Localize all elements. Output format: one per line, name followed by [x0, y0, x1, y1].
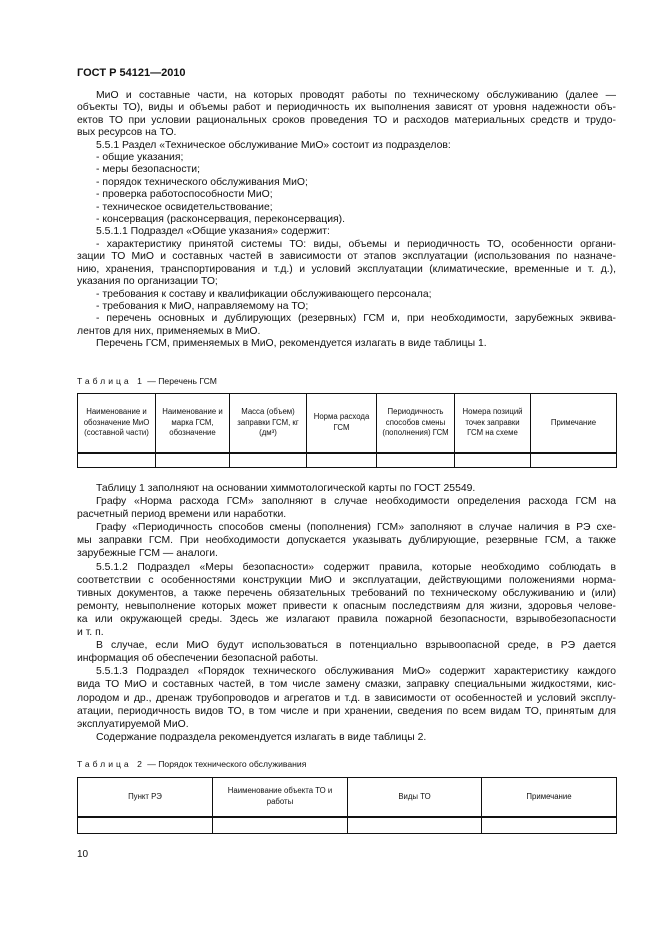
text-line: 5.5.1.1 Подраздел «Общие указания» содержит:	[96, 226, 330, 238]
table2-header-row	[78, 778, 617, 817]
text-line: - проверка работоспособности МиО;	[96, 189, 273, 201]
text-line: зарубежные ГСМ — аналоги.	[77, 548, 218, 560]
text-line: ремонту, невыполнение которых может привести к опасным последствиям для жизни, здоровья челове-	[77, 600, 616, 612]
text-line: Таблицу 1 заполняют на основании химмотологической карты по ГОСТ 25549.	[96, 483, 476, 494]
table-cell	[455, 453, 531, 468]
text-line: лентов для них, применяемых в МиО.	[77, 325, 261, 337]
table-cell	[78, 453, 156, 468]
text-line: информация об обеспечении безопасной работы.	[77, 653, 319, 665]
table-cell	[377, 453, 455, 468]
text-line: нию, хранения, транспортирования и т.д.) и условий эксплуатации (климатические, временные и т. д.),	[77, 263, 616, 275]
text-line: В случае, если МиО будут использоваться в потенциально взрывоопасной среде, в РЭ дается	[96, 640, 616, 652]
table1-header-cell: Примечание	[531, 394, 617, 453]
text-line: 5.5.1 Раздел «Техническое обслуживание МиО» состоит из подразделов:	[96, 139, 451, 151]
table-cell	[230, 453, 307, 468]
table1-header-cell: Номера позиций точек заправки ГСМ на схеме	[455, 394, 531, 453]
table1-header-row	[78, 394, 617, 453]
table2-caption	[77, 759, 306, 769]
text-block-2	[77, 482, 616, 744]
table2-caption-prefix: Таблица 2	[77, 759, 145, 769]
text-block-1	[77, 90, 616, 351]
text-line: расчетный период времени или наработки.	[77, 509, 287, 521]
table-cell	[307, 453, 377, 468]
table-cell	[348, 817, 482, 834]
page-number: 10	[77, 849, 89, 860]
table2-caption-title: — Порядок технического обслуживания	[144, 759, 307, 769]
text-line: Графу «Периодичность способов смены (пополнения) ГСМ» заполняют в случае наличия в РЭ схе-	[96, 522, 616, 534]
text-line: МиО и составные части, на которых проводят работы по техническому обслуживанию (далее —	[96, 90, 616, 101]
text-line: Графу «Норма расхода ГСМ» заполняют в случае необходимости определения расхода ГСМ на	[96, 496, 616, 508]
text-line: вида ТО МиО и составных частей, в том числе замену смазки, заправку специальными жидкостями, кис-	[77, 679, 616, 691]
text-line: - перечень основных и дублирующих (резервных) ГСМ и, при необходимости, зарубежных эквива-	[96, 313, 616, 325]
text-line: - меры безопасности;	[96, 164, 200, 176]
table-cell	[213, 817, 348, 834]
text-line: вых ресурсов на ТО.	[77, 127, 177, 139]
text-line: - общие указания;	[96, 152, 184, 164]
table2-header-cell: Виды ТО	[348, 778, 482, 817]
text-line: - техническое освидетельствование;	[96, 201, 273, 213]
text-line: лородом и др., дренаж трубопроводов и агрегатов и т.д. в зависимости от особенностей и условий эксплу-	[77, 692, 616, 704]
text-line: 5.5.1.2 Подраздел «Меры безопасности» содержит правила, которые необходимо соблюдать в	[96, 561, 616, 573]
text-line: ка или окружающей среды. Здесь же излагают правила пожарной безопасности, взрывобезопасности	[77, 613, 616, 625]
text-line: тивных документов, а также перечень обязательных требований по техническому обслуживанию и (или)	[77, 587, 616, 599]
text-line: Перечень ГСМ, применяемых в МиО, рекомендуется излагать в виде таблицы 1.	[96, 338, 487, 350]
text-line: указания по организации ТО;	[77, 276, 218, 288]
table1-header-cell: Наименование и обозначение МиО (составной части)	[78, 394, 156, 453]
table1-header-cell: Норма расхода ГСМ	[307, 394, 377, 453]
text-line: мы заправки ГСМ. При необходимости допускается указывать дублирующие, резервные ГСМ, а также	[77, 535, 616, 547]
text-line: зации ТО МиО и составных частей в зависимости от этапов эксплуатации (использования по назначе-	[77, 251, 616, 263]
table2-header-cell: Наименование объекта ТО и работы	[213, 778, 348, 817]
table1-empty-row	[78, 453, 617, 468]
table2-header-cell: Примечание	[482, 778, 617, 817]
text-line: - характеристику принятой системы ТО: виды, объемы и периодичность ТО, особенности органи-	[96, 238, 616, 250]
table-1	[77, 393, 617, 468]
table-cell	[156, 453, 230, 468]
document-header: ГОСТ Р 54121—2010	[77, 67, 186, 79]
text-line: - требования к МиО, направляемому на ТО;	[96, 300, 309, 312]
text-line: Содержание подраздела рекомендуется излагать в виде таблицы 2.	[96, 731, 427, 743]
table-2	[77, 777, 617, 834]
table1-header-cell: Масса (объем) заправки ГСМ, кг (дм³)	[230, 394, 307, 453]
text-line: объекты ТО), виды и объемы работ и периодичность их выполнения зависят от уровня надежности объ-	[77, 102, 616, 114]
text-line: - консервация (расконсервация, переконсервация).	[96, 214, 346, 226]
text-line: и т. п.	[77, 627, 104, 639]
table1-caption	[77, 376, 217, 386]
text-line: 5.5.1.3 Подраздел «Порядок технического обслуживания МиО» содержит характеристику каждого	[96, 666, 616, 678]
text-line: соответствии с особенностями конструкции МиО и эксплуатации, действующими положениями норма-	[77, 574, 616, 586]
table-cell	[482, 817, 617, 834]
table2-header-cell: Пункт РЭ	[78, 778, 213, 817]
table1-caption-prefix: Таблица 1	[77, 376, 145, 386]
table-cell	[531, 453, 617, 468]
text-line: ектов ТО при условии рациональных сроков проведения ТО и расходов материальных средств и трудо-	[77, 114, 616, 126]
table1-caption-title: — Перечень ГСМ	[144, 376, 217, 386]
table1-header-cell: Наименование и марка ГСМ, обозначение	[156, 394, 230, 453]
text-line: эксплуатируемой МиО.	[77, 718, 189, 730]
text-line: атации, периодичность видов ТО, в том числе и при хранении, сведения по всем видам ТО, принятым для	[77, 705, 616, 717]
table1-header-cell: Периодичность способов смены (пополнения) ГСМ	[377, 394, 455, 453]
table2-empty-row	[78, 817, 617, 834]
text-line: - порядок технического обслуживания МиО;	[96, 176, 308, 188]
text-line: - требования к составу и квалификации обслуживающего персонала;	[96, 288, 432, 300]
table-cell	[78, 817, 213, 834]
